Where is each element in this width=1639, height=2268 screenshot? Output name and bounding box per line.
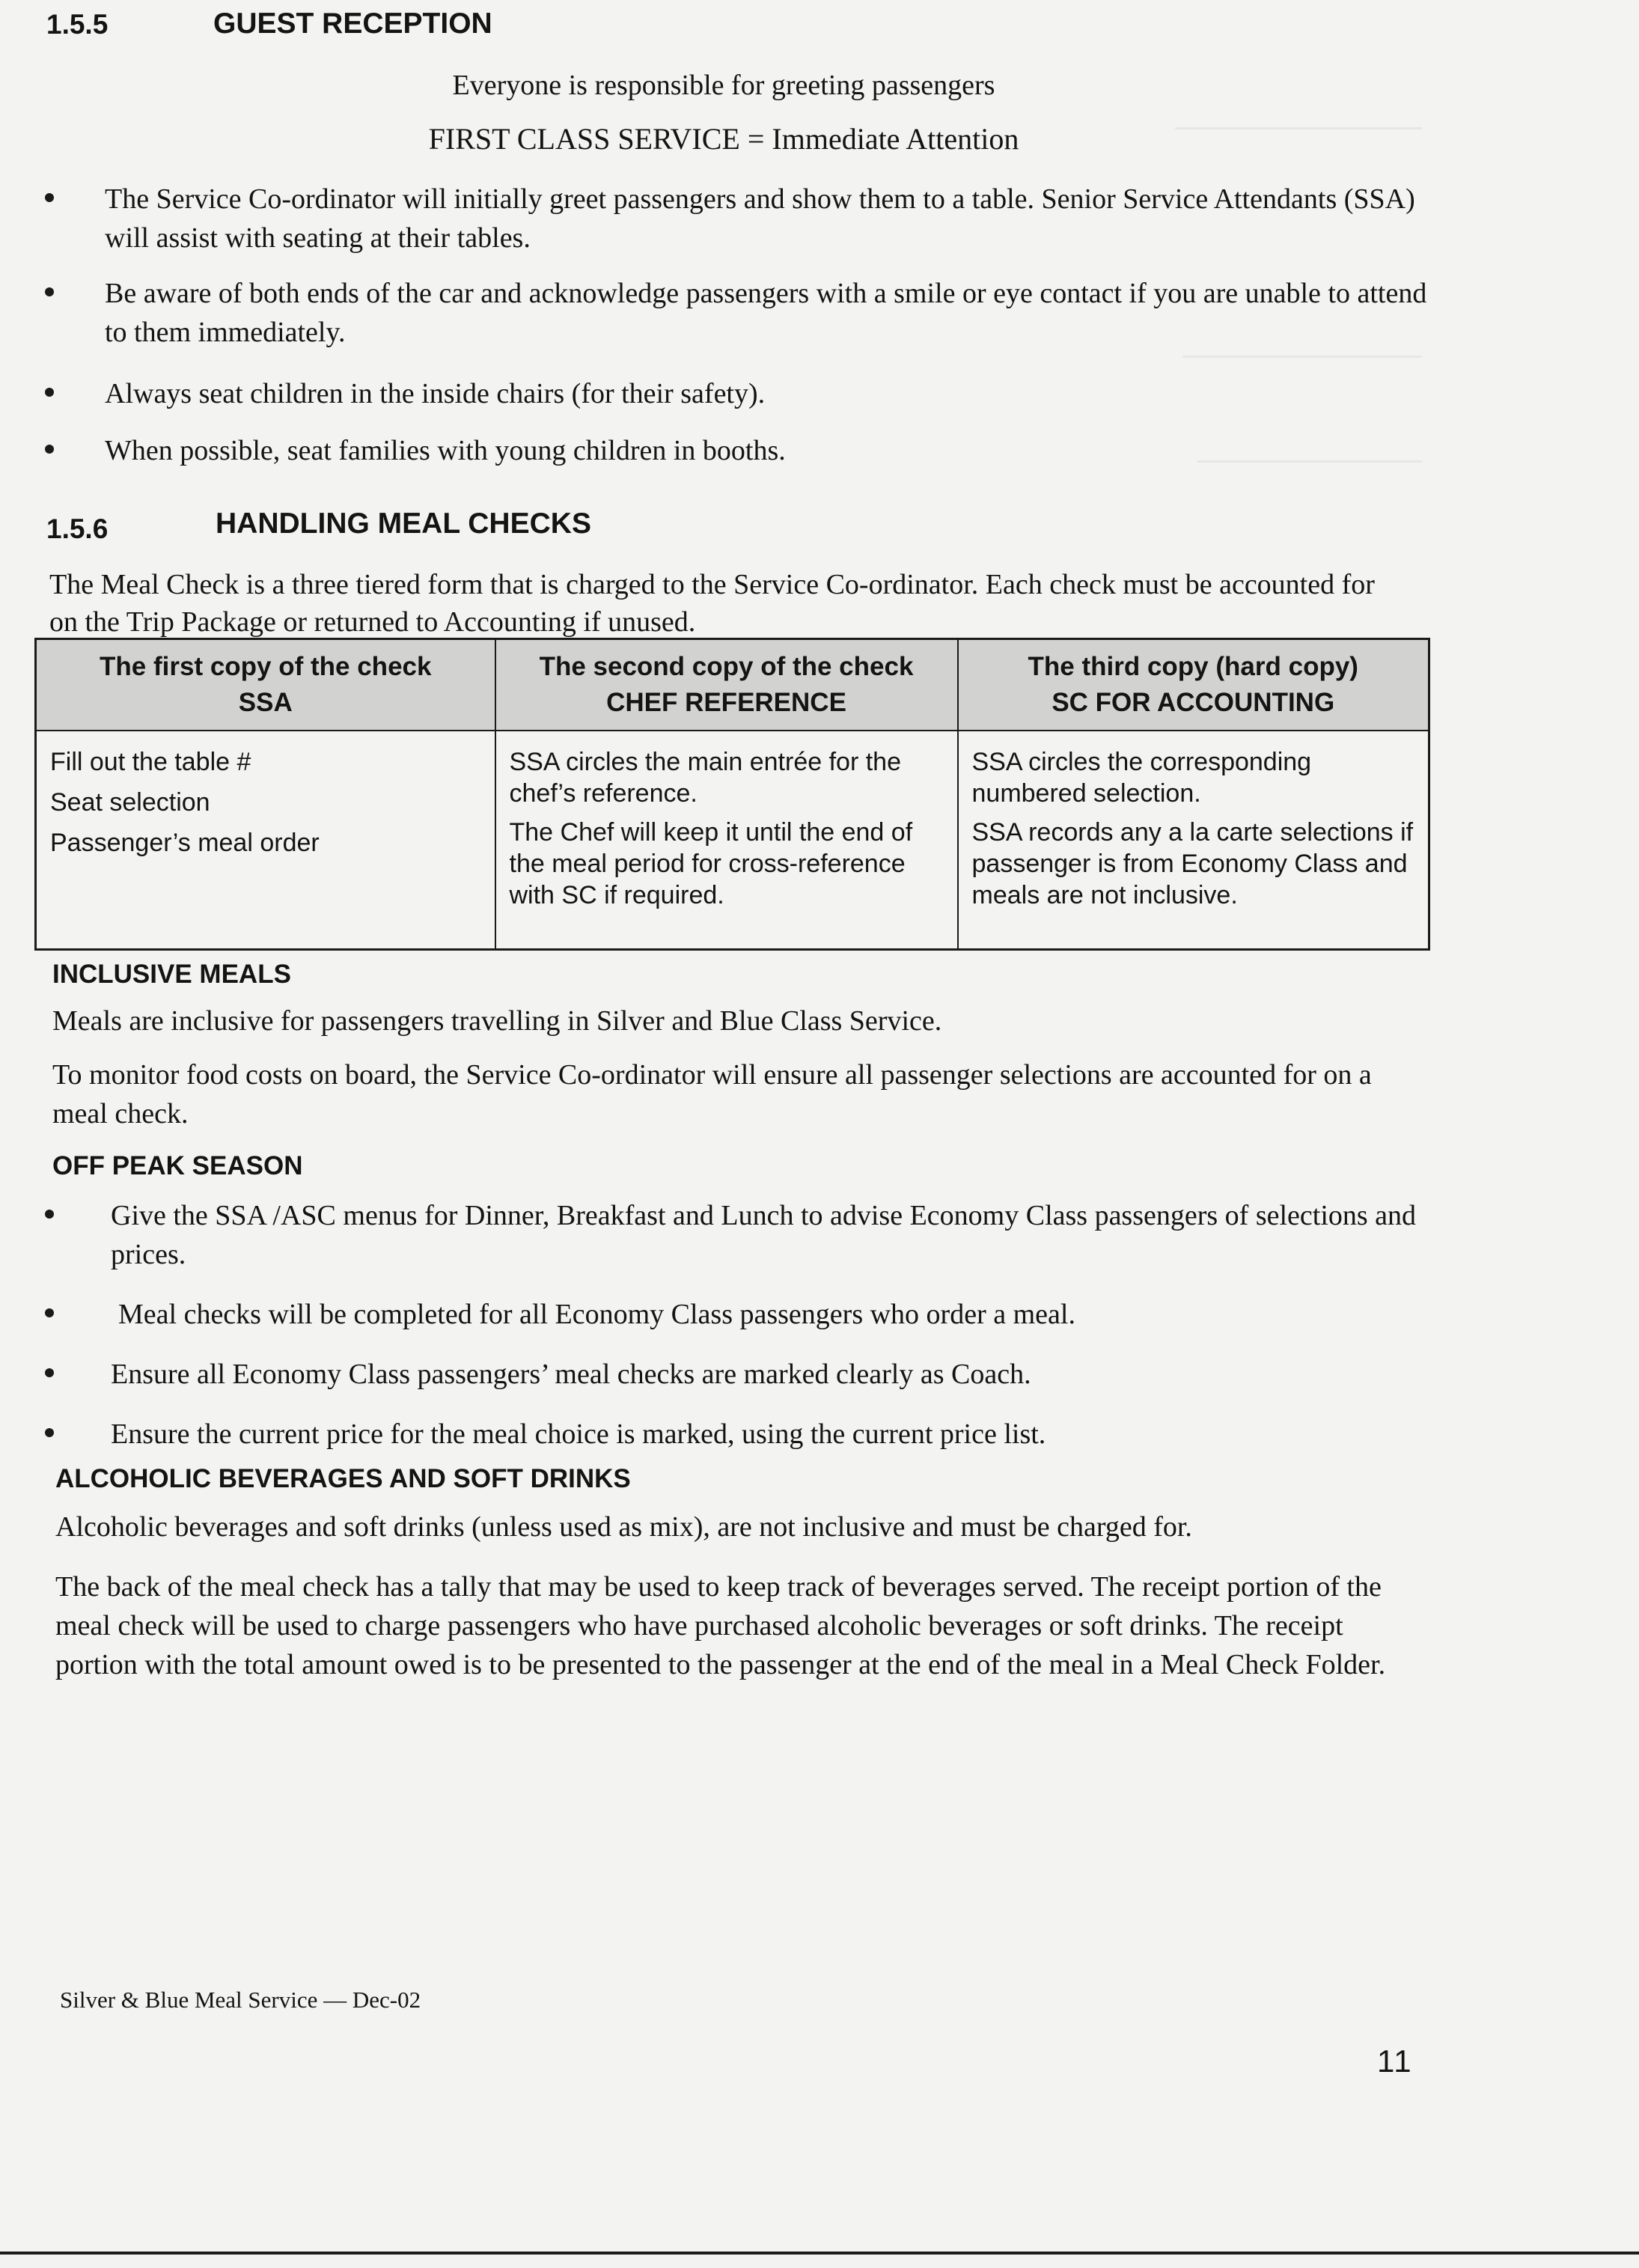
table-header: The first copy of the check SSA [36,639,495,731]
intro-line: Everyone is responsible for greeting passengers [452,70,995,101]
subheading: INCLUSIVE MEALS [52,960,291,989]
paragraph: Alcoholic beverages and soft drinks (unless used as mix), are not inclusive and must be charged for. [55,1511,1192,1543]
section-number: 1.5.5 [46,9,109,40]
bullet-icon [45,193,54,202]
bullet-icon [45,1428,54,1437]
subheading: ALCOHOLIC BEVERAGES AND SOFT DRINKS [55,1464,631,1493]
first-class-emphasis: FIRST CLASS SERVICE = Immediate Attention [428,122,1019,156]
cell-line: The Chef will keep it until the end of the meal period for cross-reference with SC if required. [509,818,913,909]
meal-check-table [34,638,1430,951]
table-cell [36,731,495,950]
cell-line: SSA circles the corresponding numbered selection. [971,748,1312,808]
subheading: OFF PEAK SEASON [52,1151,303,1180]
cell-line: SSA records any a la carte selections if passenger is from Economy Class and meals are not inclusive. [971,818,1414,909]
table-cell [495,731,958,950]
paragraph: The back of the meal check has a tally that may be used to keep track of beverages served. The receipt portion of the meal check will be used to charge passengers who have purchased alcoholic beverages or soft drinks. The receipt portion with the total amount owed is to be presented to the passenger at the end of the meal in a Meal Check Folder. [55,1571,1386,1680]
cell-line: Seat selection [50,788,210,817]
bullet-icon [45,1368,54,1377]
paragraph: Meals are inclusive for passengers travelling in Silver and Blue Class Service. [52,1005,942,1037]
list-item: Meal checks will be completed for all Economy Class passengers who order a meal. [45,1295,1437,1337]
table-header: The second copy of the check CHEF REFERENCE [495,639,958,731]
bullet-icon [45,1308,54,1317]
section-title: GUEST RECEPTION [213,7,492,40]
section-title: HANDLING MEAL CHECKS [216,507,591,540]
cell-line: Fill out the table # [50,748,251,776]
page-number: 11 [1377,2043,1413,2079]
bullet-icon [45,445,54,454]
list-item: Always seat children in the inside chairs (for their safety). [45,374,1437,416]
paragraph: To monitor food costs on board, the Service Co-ordinator will ensure all passenger selections are accounted for on a meal check. [52,1059,1372,1130]
meal-check-intro: The Meal Check is a three tiered form that is charged to the Service Co-ordinator. Each check must be accounted for on the Trip Package or returned to Accounting if unused. [49,569,1375,638]
list-item: Ensure all Economy Class passengers’ meal checks are marked clearly as Coach. [45,1355,1437,1397]
section-number: 1.5.6 [46,513,109,544]
bullet-icon [45,388,54,397]
table-cell [958,731,1429,950]
list-item: Ensure the current price for the meal choice is marked, using the current price list. [45,1415,1437,1457]
list-item: Give the SSA /ASC menus for Dinner, Breakfast and Lunch to advise Economy Class passengers of selections and prices. [45,1196,1452,1278]
table-header: The third copy (hard copy) SC FOR ACCOUNTING [958,639,1429,731]
bullet-icon [45,287,54,296]
list-item: The Service Co-ordinator will initially greet passengers and show them to a table. Senior Service Attendants (SSA) will assist with seating at their tables. [45,180,1437,262]
cell-line: SSA circles the main entrée for the chef’s reference. [509,748,901,808]
list-item: Be aware of both ends of the car and acknowledge passengers with a smile or eye contact if you are unable to attend to them immediately. [45,274,1437,356]
bullet-icon [45,1210,54,1219]
cell-line: Passenger’s meal order [50,829,320,857]
page-edge-rule [0,2252,1639,2255]
footer-text: Silver & Blue Meal Service — Dec-02 [60,1987,421,2013]
list-item: When possible, seat families with young children in booths. [45,431,1437,473]
